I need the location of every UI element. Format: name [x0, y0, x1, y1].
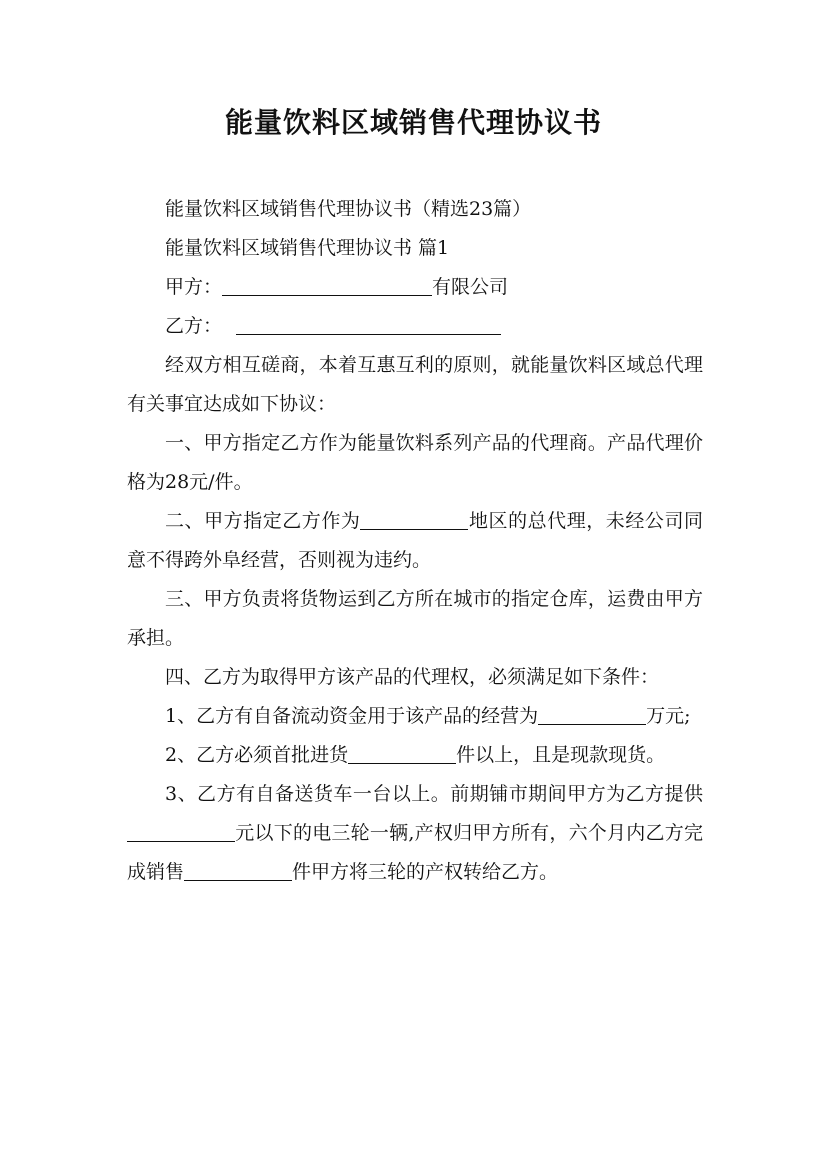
item-1	[127, 697, 703, 736]
item-3-blank-1	[127, 822, 235, 842]
party-b-blank	[236, 315, 501, 335]
clause-4: 四、乙方为取得甲方该产品的代理权，必须满足如下条件：	[165, 666, 660, 688]
clause-1: 一、甲方指定乙方作为能量饮料系列产品的代理商。产品代理价格为28元/件。	[127, 432, 703, 493]
clause-2-text-b: 地区的总代理，未经公司同意不得跨外阜经营，否则视为违约。	[127, 510, 703, 571]
party-b-line	[127, 307, 703, 346]
intro-paragraph: 经双方相互磋商，本着互惠互利的原则，就能量饮料区域总代理有关事宜达成如下协议：	[127, 354, 703, 415]
clause-3: 三、甲方负责将货物运到乙方所在城市的指定仓库，运费由甲方承担。	[127, 588, 703, 649]
item-3-text-b: 元以下的电三轮一辆,产权归甲方所有，六个月内乙方完成销售	[127, 822, 703, 883]
clause-2-blank	[360, 510, 468, 530]
party-a-line	[127, 268, 703, 307]
clause-2	[127, 502, 703, 580]
item-3-text-c: 件甲方将三轮的产权转给乙方。	[292, 861, 559, 883]
clause-2-text-a: 二、甲方指定乙方作为	[165, 510, 361, 532]
item-1-blank	[538, 705, 646, 725]
item-2	[127, 736, 703, 775]
item-1-text-b: 万元;	[646, 705, 691, 727]
subtitle-paragraph: 能量饮料区域销售代理协议书（精选23篇）	[165, 198, 532, 220]
item-2-text-b: 件以上，且是现款现货。	[456, 744, 666, 766]
item-1-text-a: 1、乙方有自备流动资金用于该产品的经营为	[165, 705, 539, 727]
party-a-suffix: 有限公司	[432, 276, 509, 298]
party-b-label: 乙方：	[165, 315, 223, 337]
party-a-blank	[222, 276, 432, 296]
document-title: 能量饮料区域销售代理协议书	[224, 106, 602, 139]
item-2-text-a: 2、乙方必须首批进货	[165, 744, 349, 766]
item-2-blank	[348, 744, 456, 764]
section-heading: 能量饮料区域销售代理协议书 篇1	[165, 237, 450, 259]
item-3-blank-2	[184, 861, 292, 881]
item-3-text-a: 3、乙方有自备送货车一台以上。前期铺市期间甲方为乙方提供	[165, 783, 703, 805]
document-body	[127, 190, 703, 892]
item-3	[127, 775, 703, 892]
party-a-label: 甲方：	[165, 276, 223, 298]
